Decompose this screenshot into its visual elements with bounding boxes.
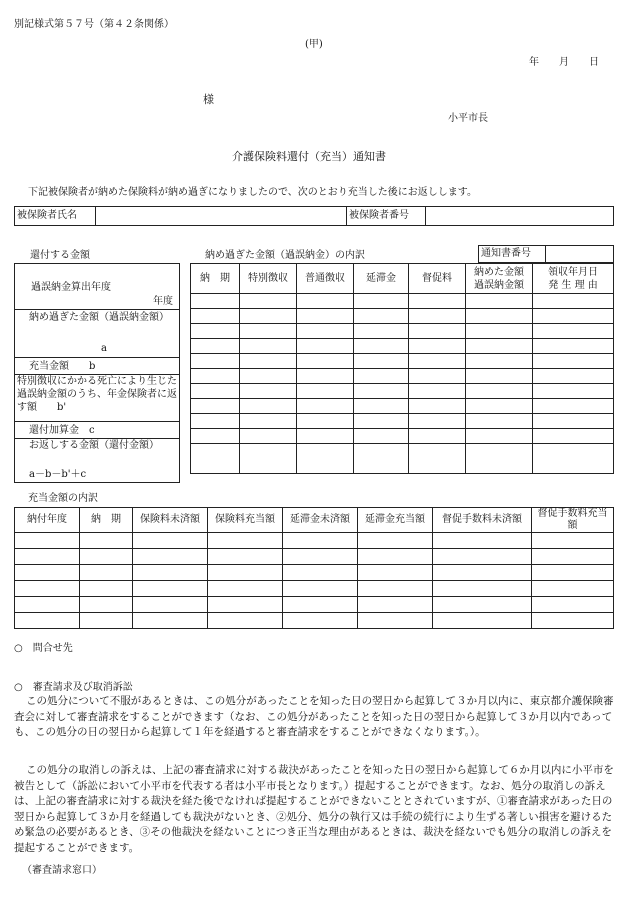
insured-name-label: 被保険者氏名: [15, 207, 96, 226]
col-receipt: 領収年月日 発 生 理 由: [533, 264, 614, 294]
form-number: 別記様式第５７号（第４２条関係）: [14, 19, 174, 30]
intro-text: 下記被保険者が納めた保険料が納め過ぎになりましたので、次のとおり充当した後にお返しします。: [28, 187, 477, 198]
refund-appropriation-label: 充当金額 b: [29, 361, 96, 372]
appropriation-table: [14, 507, 614, 629]
contact-label: ○ 問合せ先: [14, 643, 73, 654]
col-late: 延滞金: [354, 264, 409, 294]
col-premium-unpaid: 保険料未済額: [133, 508, 208, 533]
refund-year-label: 過誤納金算出年度: [31, 282, 111, 293]
recipient-honorific: 様: [203, 93, 214, 106]
insured-number-label: 被保険者番号: [347, 207, 426, 226]
mayor-label: 小平市長: [448, 113, 488, 124]
refund-box: [14, 263, 180, 483]
col-term: 納 期: [80, 508, 133, 533]
issue-date: 年 月 日: [529, 57, 599, 68]
insured-table: [14, 206, 614, 226]
col-special: 特別徴収: [240, 264, 297, 294]
refund-overpaid-label: 納め過ぎた金額（過誤納金額）: [29, 312, 169, 323]
kou-label: (甲): [305, 39, 323, 50]
refund-overpaid-sub: a: [101, 343, 107, 354]
overpaid-table: [190, 263, 614, 474]
appropriation-section-label: 充当金額の内訳: [28, 493, 98, 504]
insured-number-field[interactable]: [426, 207, 614, 226]
col-reminder: 督促料: [409, 264, 466, 294]
refund-year-unit: 年度: [153, 296, 173, 307]
appeal-window: （審査請求窓口）: [22, 865, 102, 876]
refund-section-label: 還付する金額: [30, 250, 90, 261]
col-fee-applied: 督促手数料充当額: [532, 508, 614, 533]
overpaid-section-label: 納め過ぎた金額（過誤納金）の内訳: [205, 250, 365, 261]
col-fee-unpaid: 督促手数料未済額: [433, 508, 532, 533]
refund-return-formula: a－b－b'＋c: [29, 469, 87, 480]
notice-number-table: [478, 245, 614, 263]
appeal-label: ○ 審査請求及び取消訴訟: [14, 682, 133, 693]
col-paid: 納めた金額 過誤納金額: [466, 264, 533, 294]
page-title: 介護保険料還付（充当）通知書: [232, 150, 386, 163]
col-late-applied: 延滞金充当額: [358, 508, 433, 533]
insured-name-field[interactable]: [96, 207, 347, 226]
appeal-paragraph-1: この処分について不服があるときは、この処分があったことを知った日の翌日から起算して３か月以内に、東京都介護保険審査会に対して審査請求をすることができます（なお、この処分があったことを知った日の翌日から起算して３か月以内であっても、この処分の日の翌日から起算して１年を経過すると審査請求をすることができなくなります。）。: [14, 695, 614, 738]
col-premium-applied: 保険料充当額: [208, 508, 283, 533]
col-late-unpaid: 延滞金未済額: [283, 508, 358, 533]
notice-number-field[interactable]: [546, 246, 614, 263]
notice-number-label: 通知書番号: [479, 246, 546, 263]
refund-additional-label: 還付加算金 c: [29, 425, 95, 436]
col-year: 納付年度: [15, 508, 80, 533]
appeal-paragraph-2: この処分の取消しの訴えは、上記の審査請求に対する裁決があったことを知った日の翌日から起算して６か月以内に小平市を被告として（訴訟において小平市を代表する者は小平市長となります。）提起することができます。なお、処分の取消しの訴えは、上記の審査請求に対する裁決を経た後でなければ提起することができないこととされていますが、①審査請求があった日の翌日から起算して３か月を経過しても裁決がないとき、②処分、処分の執行又は手続の続行により生ずる著しい損害を避けるため緊急の必要があるとき、③その他裁決を経ないことにつき正当な理由があるときは、裁決を経ないでも処分の取消しの訴えを提起することができます。: [14, 764, 614, 854]
col-ordinary: 普通徴収: [297, 264, 354, 294]
refund-pension-label: 特別徴収にかかる死亡により生じた過誤納金額のうち、年金保険者に返す額 b': [17, 376, 177, 413]
col-due: 納 期: [191, 264, 240, 294]
refund-return-label: お返しする金額（還付金額）: [29, 440, 159, 451]
